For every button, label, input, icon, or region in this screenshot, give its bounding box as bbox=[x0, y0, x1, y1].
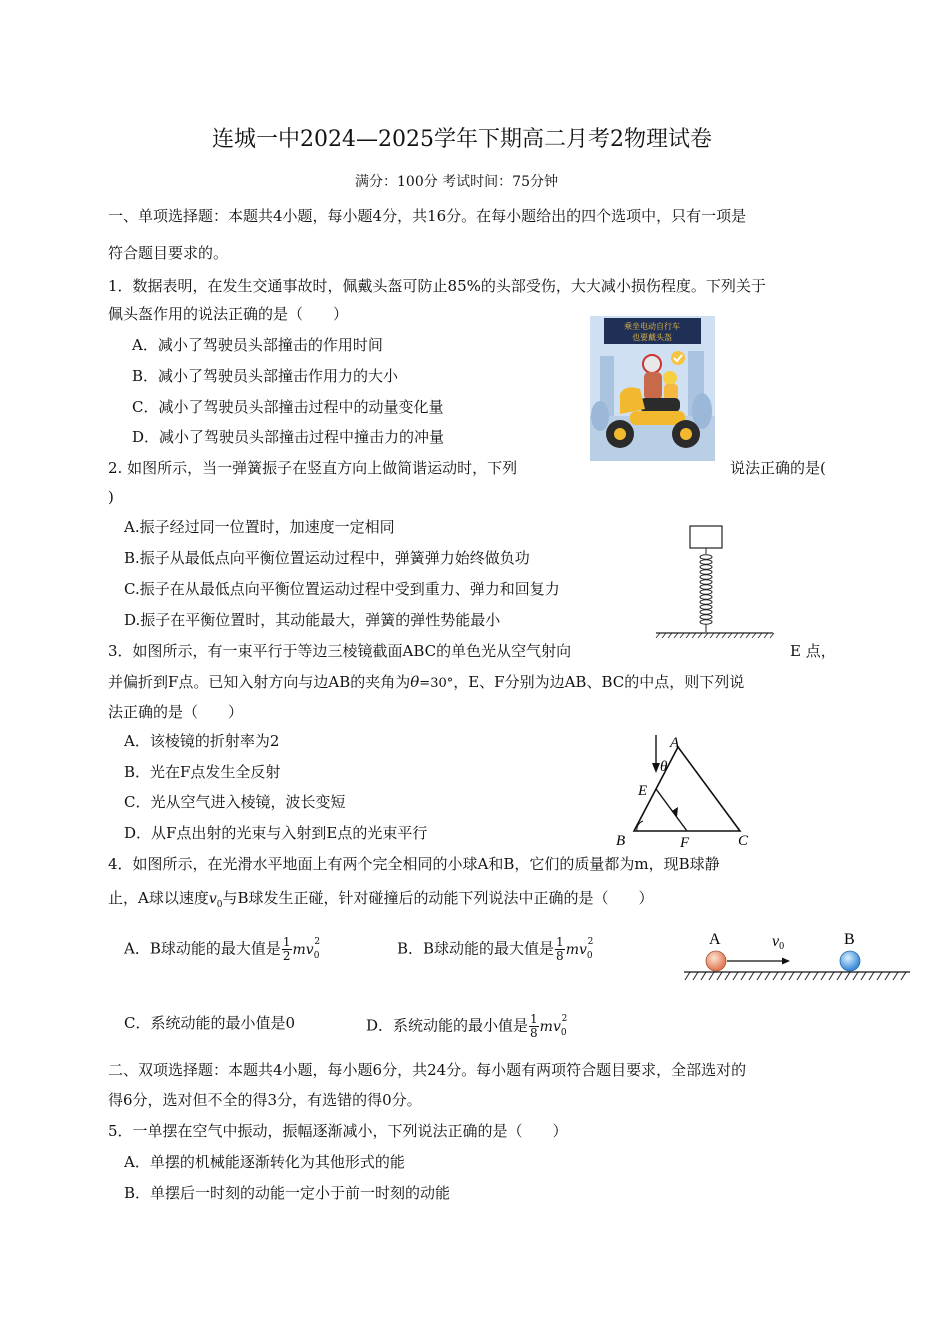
q5-option-a: A．单摆的机械能逐渐转化为其他形式的能 bbox=[124, 1153, 405, 1171]
q4-option-b-numerator: 1 bbox=[556, 935, 564, 950]
ball-b bbox=[840, 951, 860, 971]
q1-option-c: C．减小了驾驶员头部撞击过程中的动量变化量 bbox=[132, 398, 444, 416]
poster-text-1: 乘坐电动自行车 bbox=[624, 322, 680, 331]
q2-stem-line1b: 说法正确的是( bbox=[730, 459, 826, 477]
q4-v0-subscript: 0 bbox=[216, 899, 223, 910]
q1-stem-line2: 佩头盔作用的说法正确的是（ ） bbox=[108, 305, 349, 323]
helmet-poster-image bbox=[590, 316, 715, 461]
exam-subtitle: 满分：100分 考试时间：75分钟 bbox=[355, 174, 558, 190]
q4-option-b-text: B．B球动能的最大值是 bbox=[397, 939, 555, 958]
q4-option-b-denominator: 8 bbox=[556, 949, 564, 964]
section1-line1: 一、单项选择题：本题共4小题，每小题4分，共16分。在每小题给出的四个选项中，只有一项是 bbox=[108, 207, 747, 225]
q4-option-a-mv-sub: 0 bbox=[313, 950, 320, 961]
q3-stem-line2a: 并偏折到F点。已知入射方向与边AB的夹角为 bbox=[108, 673, 411, 691]
q4-option-a-mv-sup: 2 bbox=[314, 937, 321, 947]
q3-stem-line3: 法正确的是（ ） bbox=[108, 703, 244, 721]
q4-v0-symbol: v bbox=[208, 891, 217, 907]
q4-stem-line1: 4．如图所示，在光滑水平地面上有两个完全相同的小球A和B，它们的质量都为m，现B球静 bbox=[108, 855, 720, 873]
q4-option-a-denominator: 2 bbox=[282, 949, 291, 964]
q3-theta: θ bbox=[410, 673, 420, 691]
prism-figure bbox=[610, 733, 760, 851]
q4-option-a-numerator: 1 bbox=[282, 935, 291, 950]
q1-option-d: D．减小了驾驶员头部撞击过程中撞击力的冲量 bbox=[132, 428, 445, 446]
ball-a bbox=[706, 951, 726, 971]
oscillator-block bbox=[690, 526, 722, 548]
q1-stem-line1: 1．数据表明，在发生交通事故时，佩戴头盔可防止85%的头部受伤，大大减小损伤程度。下列关于 bbox=[108, 277, 766, 295]
q2-option-c: C.振子在从最低点向平衡位置运动过程中受到重力、弹力和回复力 bbox=[124, 580, 560, 598]
q2-option-a: A.振子经过同一位置时，加速度一定相同 bbox=[124, 518, 395, 536]
q1-option-b: B．减小了驾驶员头部撞击作用力的大小 bbox=[132, 367, 399, 385]
collision-figure bbox=[680, 928, 912, 986]
q3-stem-line2 bbox=[108, 672, 744, 694]
refracted-ray bbox=[656, 789, 687, 831]
q4-option-d bbox=[366, 1005, 567, 1050]
label-c: C bbox=[738, 833, 749, 849]
spring-coil bbox=[700, 555, 712, 624]
q2-stem-line2: ) bbox=[108, 488, 114, 506]
q4-option-b-mv-sub: 0 bbox=[586, 950, 593, 961]
q4-option-a bbox=[124, 928, 320, 973]
q4-option-d-text: D．系统动能的最小值是 bbox=[366, 1016, 529, 1035]
label-e: E bbox=[638, 783, 648, 799]
q4-stem-line2 bbox=[108, 888, 654, 915]
q3-option-c: C．光从空气进入棱镜，波长变短 bbox=[124, 793, 346, 811]
q4-option-b-mv: mv bbox=[565, 941, 587, 958]
label-a: A bbox=[670, 735, 680, 751]
q3-stem-line1a: 3．如图所示，有一束平行于等边三棱镜截面ABC的单色光从空气射向 bbox=[108, 642, 572, 660]
q2-stem-line1a: 2. 如图所示，当一弹簧振子在竖直方向上做简谐运动时，下列 bbox=[108, 459, 518, 477]
q4-option-d-numerator: 1 bbox=[530, 1012, 538, 1027]
q2-option-d: D.振子在平衡位置时，其动能最大，弹簧的弹性势能最小 bbox=[124, 611, 501, 629]
prism-triangle bbox=[634, 747, 740, 831]
q4-option-d-denominator: 8 bbox=[530, 1026, 538, 1041]
q4-option-d-mv-sub: 0 bbox=[560, 1027, 567, 1038]
q3-stem-line2b: ，E、F分别为边AB、BC的中点，则下列说 bbox=[453, 673, 745, 691]
ball-b-label: B bbox=[844, 931, 855, 948]
label-b: B bbox=[616, 833, 626, 849]
q4-option-b-mv-sup: 2 bbox=[587, 937, 594, 947]
q5-option-b: B．单摆后一时刻的动能一定小于前一时刻的动能 bbox=[124, 1184, 451, 1202]
q4-stem-line2a: 止，A球以速度 bbox=[108, 889, 209, 907]
section1-line2: 符合题目要求的。 bbox=[108, 244, 229, 262]
q3-option-b: B．光在F点发生全反射 bbox=[124, 763, 281, 781]
q4-stem-line2b: 与B球发生正碰，针对碰撞后的动能下列说法中正确的是（ ） bbox=[222, 889, 654, 907]
section2-line2: 得6分，选对但不全的得3分，有选错的得0分。 bbox=[108, 1091, 422, 1109]
q4-option-a-text: A．B球动能的最大值是 bbox=[124, 939, 281, 958]
exam-title: 连城一中2024—2025学年下期高二月考2物理试卷 bbox=[212, 127, 712, 152]
q3-option-a: A．该棱镜的折射率为2 bbox=[124, 732, 280, 750]
label-theta: θ bbox=[660, 759, 668, 775]
q3-stem-line1b: E 点， bbox=[790, 642, 836, 660]
q4-option-c: C．系统动能的最小值是0 bbox=[124, 1014, 296, 1032]
velocity-label: v0 bbox=[772, 933, 785, 952]
q3-option-d: D．从F点出射的光束与入射到E点的光束平行 bbox=[124, 824, 428, 842]
section2-line1: 二、双项选择题：本题共4小题，每小题6分，共24分。每小题有两项符合题目要求，全部选对的 bbox=[108, 1061, 747, 1079]
q5-stem: 5．一单摆在空气中振动，振幅逐渐减小，下列说法正确的是（ ） bbox=[108, 1122, 568, 1140]
poster-text-2: 也要戴头盔 bbox=[632, 333, 672, 342]
spring-oscillator-figure bbox=[652, 522, 777, 640]
q1-option-a: A．减小了驾驶员头部撞击的作用时间 bbox=[132, 336, 383, 354]
ball-a-label: A bbox=[709, 931, 721, 948]
q3-angle-value: =30° bbox=[419, 676, 454, 691]
label-f: F bbox=[680, 835, 690, 851]
q4-option-b bbox=[397, 928, 593, 973]
q4-option-d-mv: mv bbox=[539, 1018, 561, 1035]
q2-option-b: B.振子从最低点向平衡位置运动过程中，弹簧弹力始终做负功 bbox=[124, 549, 530, 567]
q4-option-a-mv: mv bbox=[292, 941, 314, 958]
q4-option-d-mv-sup: 2 bbox=[561, 1014, 568, 1024]
